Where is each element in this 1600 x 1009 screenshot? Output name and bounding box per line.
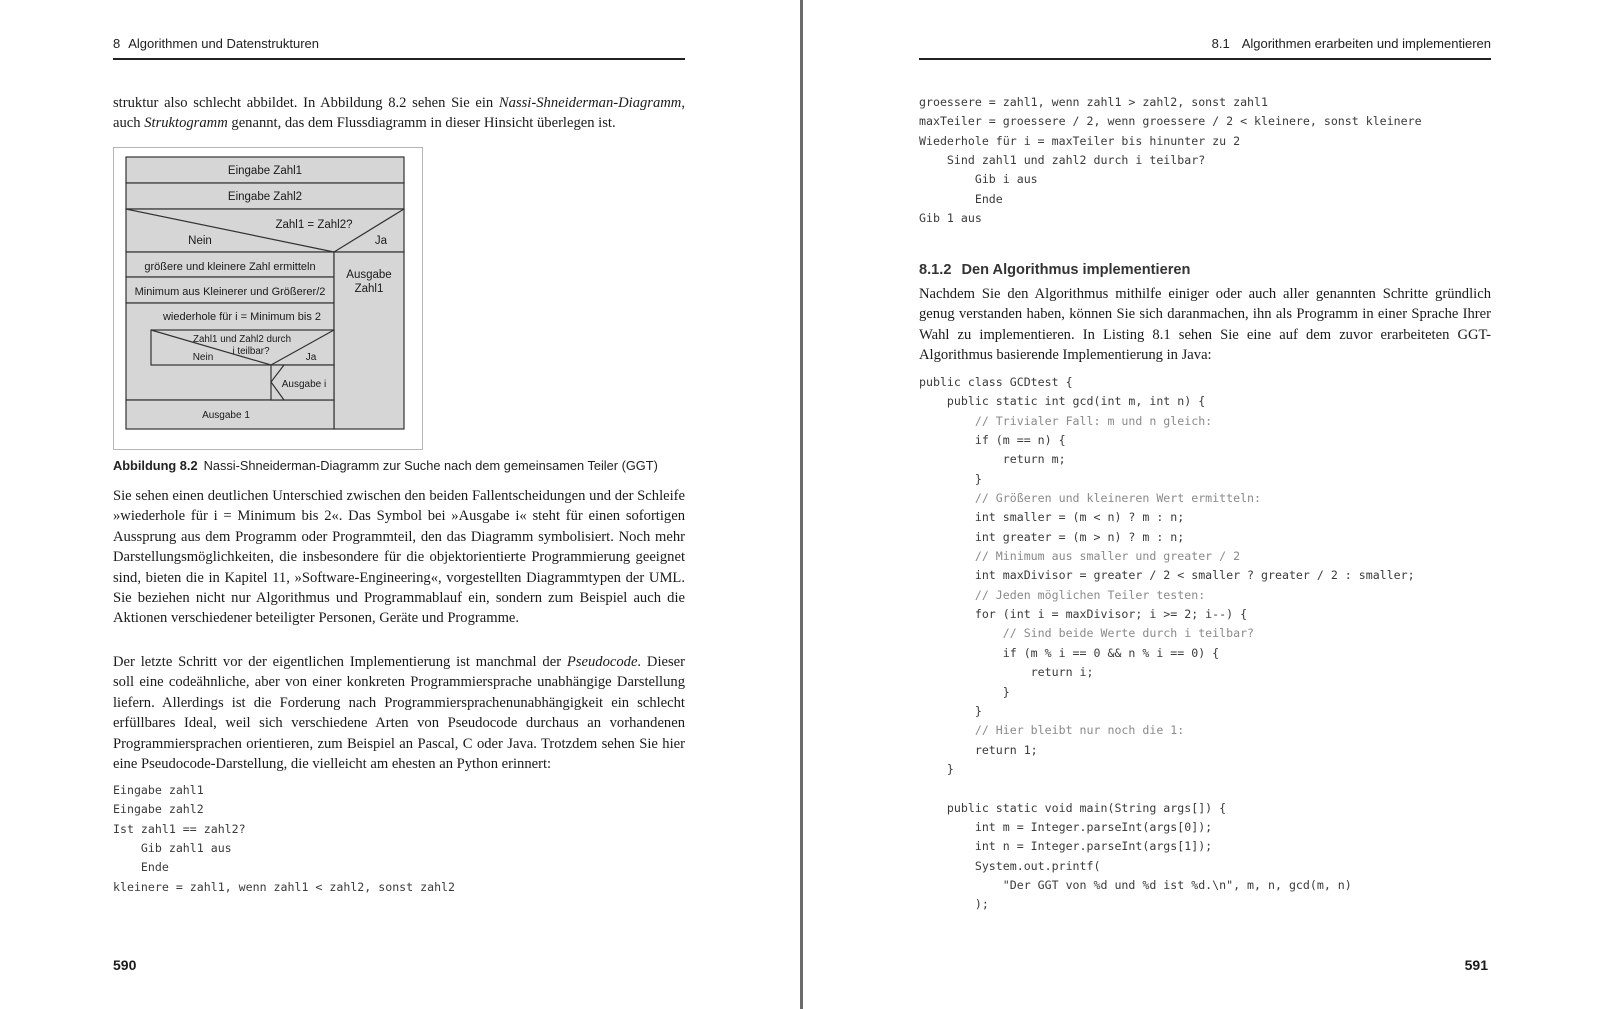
chapter-title: Algorithmen und Datenstrukturen: [128, 36, 320, 51]
java-listing: [919, 373, 1415, 915]
paragraph-pseudocode: [113, 652, 685, 774]
label-loop: wiederhole für i = Minimum bis 2: [162, 311, 322, 323]
paragraph-pseudocode-rest: . Dieser soll eine codeähnliche, aber von einer konkreten Programmiersprache unabhängige Darstellung liefern. Allerdings ist die Forderung nach Programmiersprachenunabhängigkeit ein schlecht erfüllbares Ideal, weil sich verschiedene Arten von Pseudocode durchaus an vorhandenen Programmiersprachen orientieren, zum Beispiel an Pascal, C oder Java. Trotzdem sehen Sie hier eine Pseudocode-Darstellung, die vielleicht am ehesten an Python erinnert:: [113, 654, 685, 773]
intro-text-auch: auch: [113, 115, 141, 132]
code-line: return i;: [919, 665, 1094, 680]
code-comment-line: // Jeden möglichen Teiler testen:: [919, 587, 1206, 602]
label-output-zahl1-line1: Ausgabe: [346, 269, 392, 281]
intro-text: struktur also schlecht abbildet. In Abbildung 8.2 sehen Sie ein: [113, 95, 494, 111]
code-line: }: [919, 703, 982, 718]
pseudocode-block-left: Eingabe zahl1 Eingabe zahl2 Ist zahl1 == zahl2? Gib zahl1 aus Ende kleinere = zahl1, wenn zahl1 < zahl2, sonst zahl2: [113, 783, 456, 894]
code-line: return 1;: [919, 742, 1038, 757]
chapter-number: 8: [113, 36, 121, 51]
code-comment-line: // Hier bleibt nur noch die 1:: [919, 723, 1185, 738]
label-no: Nein: [188, 235, 212, 247]
code-comment-line: // Minimum aus smaller und greater / 2: [919, 549, 1241, 564]
label-inner-condition-line1: Zahl1 und Zahl2 durch: [192, 334, 292, 345]
page-number-right: 591: [1464, 957, 1488, 973]
code-line: return m;: [919, 452, 1066, 467]
label-input1: Eingabe Zahl1: [227, 165, 303, 177]
code-line: int greater = (m > n) ? m : n;: [919, 529, 1185, 544]
label-yes: Ja: [374, 235, 388, 247]
page-number-left: 590: [113, 957, 137, 973]
figure-caption-label: Abbildung 8.2: [113, 458, 198, 473]
figure-caption: [113, 458, 658, 473]
code-line: int smaller = (m < n) ? m : n;: [919, 510, 1185, 525]
running-header-right: [919, 36, 1491, 60]
code-line: for (int i = maxDivisor; i >= 2; i--) {: [919, 607, 1248, 622]
label-inner-no: Nein: [192, 352, 214, 363]
label-inner-yes: Ja: [305, 352, 317, 363]
code-line: }: [919, 761, 954, 776]
label-output-1: Ausgabe 1: [202, 410, 250, 421]
code-line: if (m == n) {: [919, 433, 1066, 448]
label-input2: Eingabe Zahl2: [227, 191, 303, 203]
intro-term-nassi: Nassi-Shneiderman-Diagramm: [498, 95, 682, 111]
label-step2: Minimum aus Kleinerer und Größerer/2: [134, 286, 326, 298]
code-line: int maxDivisor = greater / 2 < smaller ? greater / 2 : smaller;: [919, 568, 1415, 583]
pseudocode-block-right: groessere = zahl1, wenn zahl1 > zahl2, sonst zahl1 maxTeiler = groessere / 2, wenn groessere / 2 < kleinere, sonst kleinere Wiederhole für i = maxTeiler bis hinunter zu 2 Sind zahl1 und zahl2 durch i teilbar? Gib i aus Ende Gib 1 aus: [919, 95, 1422, 226]
code-comment-line: // Größeren und kleineren Wert ermitteln:: [919, 491, 1262, 506]
section-number: 8.1: [1211, 36, 1230, 51]
code-line: int n = Integer.parseInt(args[1]);: [919, 839, 1213, 854]
intro-paragraph: [113, 93, 685, 134]
intro-comma: ,: [681, 95, 685, 111]
code-line: );: [919, 897, 989, 912]
intro-term-struktogramm: Struktogramm: [144, 115, 228, 132]
term-pseudocode: Pseudocode: [566, 654, 638, 670]
label-inner-condition-line2: i teilbar?: [232, 346, 270, 357]
code-line: }: [919, 471, 982, 486]
section-heading: [919, 262, 1190, 278]
label-step1: größere und kleinere Zahl ermitteln: [144, 261, 316, 273]
code-line: System.out.printf(: [919, 858, 1101, 873]
code-line: public static void main(String args[]) {: [919, 800, 1227, 815]
section-title: Algorithmen erarbeiten und implementieren: [1241, 36, 1491, 51]
paragraph-implementation: Nachdem Sie den Algorithmus mithilfe einiger oder auch aller genannten Schritte gründlich genug verstanden haben, können Sie sich daranmachen, ihn als Programm in einer Sprache Ihrer Wahl zu implementieren. In Listing 8.1 sehen Sie eine auf dem zuvor erarbeiteten GGT-Algorithmus basierende Implementierung in Java:: [919, 286, 1491, 364]
code-line: }: [919, 684, 1010, 699]
nassi-shneiderman-figure: [113, 147, 423, 450]
right-page: [803, 0, 1600, 1009]
section-heading-number: 8.1.2: [919, 262, 952, 278]
paragraph-difference: Sie sehen einen deutlichen Unterschied zwischen den beiden Fallentscheidungen und der Schleife »wiederhole für i = Minimum bis 2«. Das Symbol bei »Ausgabe i« steht für einen sofortigen Aussprung aus dem Programm oder Programmteil, den das Diagramm symbolisiert. Noch mehr Darstellungsmöglichkeiten, die insbesondere für die objektorientierte Programmierung geeignet sind, bieten die in Kapitel 11, »Software-Engineering«, vorgestellten Diagrammtypen der UML. Sie beziehen nicht nur Algorithmus und Programmablauf ein, sondern zum Beispiel auch die Aktionen verschiedener beteiligter Personen, Geräte und Programme.: [113, 488, 685, 627]
code-comment-line: // Trivialer Fall: m und n gleich:: [919, 413, 1213, 428]
label-output-zahl1-line2: Zahl1: [354, 283, 384, 295]
code-line: if (m % i == 0 && n % i == 0) {: [919, 645, 1220, 660]
struktogramm-diagram: [114, 148, 424, 451]
section-heading-title: Den Algorithmus implementieren: [961, 262, 1191, 278]
code-line: int m = Integer.parseInt(args[0]);: [919, 819, 1213, 834]
code-comment-line: // Sind beide Werte durch i teilbar?: [919, 626, 1255, 641]
figure-caption-text: Nassi-Shneiderman-Diagramm zur Suche nach dem gemeinsamen Teiler (GGT): [203, 458, 658, 473]
label-output-i: Ausgabe i: [281, 379, 327, 390]
label-condition: Zahl1 = Zahl2?: [275, 219, 353, 231]
code-line: public class GCDtest {: [919, 375, 1073, 389]
code-line: "Der GGT von %d und %d ist %d.\n", m, n, gcd(m, n): [919, 877, 1352, 892]
code-line: public static int gcd(int m, int n) {: [919, 394, 1206, 409]
running-header-left: [113, 36, 685, 60]
block-condition: [126, 209, 404, 252]
paragraph-pseudocode-start: Der letzte Schritt vor der eigentlichen Implementierung ist manchmal der: [113, 654, 562, 670]
intro-text-end: genannt, das dem Flussdiagramm in dieser Hinsicht überlegen ist.: [231, 115, 616, 132]
